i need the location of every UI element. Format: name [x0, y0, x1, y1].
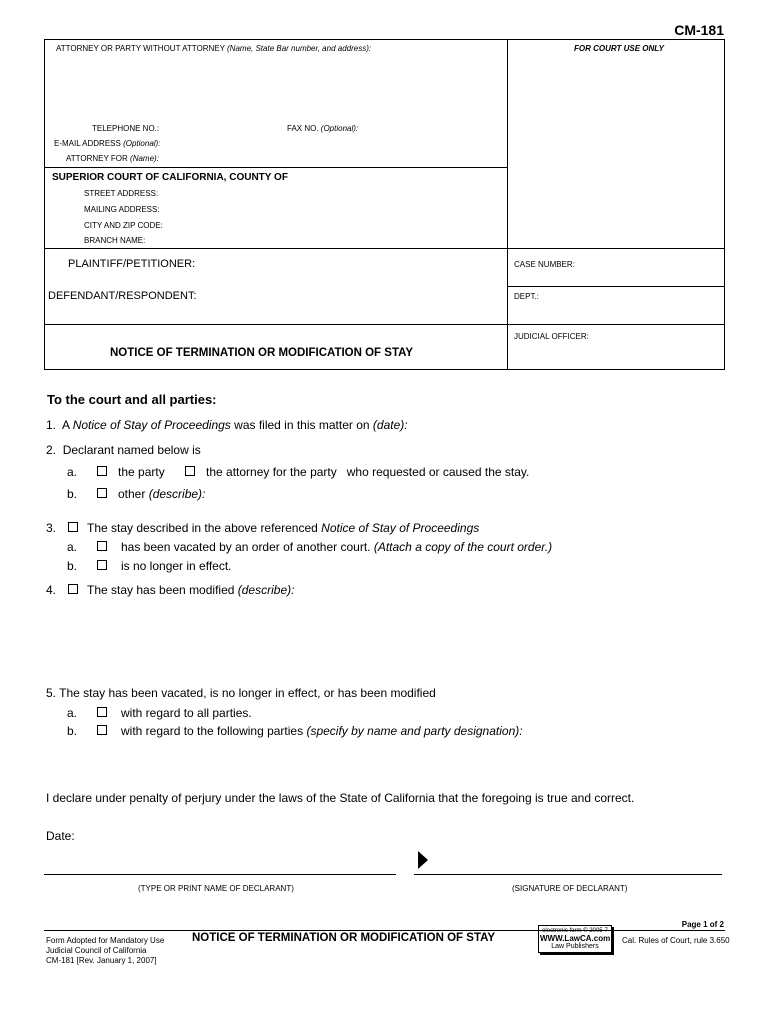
case-number-label: CASE NUMBER: [514, 260, 575, 269]
item-2b: b. [67, 487, 78, 501]
item-3a-letter: a. [67, 540, 78, 554]
item-2b-checkbox[interactable] [97, 488, 107, 498]
court-title: SUPERIOR COURT OF CALIFORNIA, COUNTY OF [52, 172, 288, 183]
plaintiff-label: PLAINTIFF/PETITIONER: [68, 258, 196, 270]
branch-name-label: BRANCH NAME: [84, 236, 146, 245]
item-3-label: The stay described in the above referenced Notice of Stay of Proceedings [87, 521, 480, 535]
item-3a-label: has been vacated by an order of another court. (Attach a copy of the court order.) [121, 540, 553, 554]
item-2a-party-label: the party [118, 465, 165, 479]
publisher-stamp-text: electronic form © 2005-7 WWW.LawCA.com Law Publishers [540, 928, 611, 950]
signature-line[interactable] [414, 874, 722, 875]
form-title: NOTICE OF TERMINATION OR MODIFICATION OF STAY [110, 347, 414, 359]
defendant-label: DEFENDANT/RESPONDENT: [48, 290, 197, 302]
item-5a-letter: a. [67, 706, 78, 720]
type-name-label: (TYPE OR PRINT NAME OF DECLARANT) [138, 884, 294, 893]
email-label: E-MAIL ADDRESS (Optional): [54, 139, 161, 148]
item-2a: a. [67, 465, 78, 479]
item-5: 5. The stay has been vacated, is no longer in effect, or has been modified [46, 686, 436, 700]
item-3-checkbox[interactable] [68, 522, 78, 532]
mailing-address-label: MAILING ADDRESS: [84, 205, 160, 214]
item-5a-checkbox[interactable] [97, 707, 107, 717]
page-number: Page 1 of 2 [681, 920, 724, 929]
item-5b-checkbox[interactable] [97, 725, 107, 735]
title-rule [44, 324, 725, 325]
attorney-for-label: ATTORNEY FOR (Name): [66, 154, 159, 163]
fax-label: FAX NO. (Optional): [287, 124, 359, 133]
rules-citation: Cal. Rules of Court, rule 3.650 [622, 936, 730, 945]
item-1: 1. A Notice of Stay of Proceedings was filed in this matter on (date): [46, 418, 408, 432]
item-3b-letter: b. [67, 559, 78, 573]
item-3a-checkbox[interactable] [97, 541, 107, 551]
signature-label: (SIGNATURE OF DECLARANT) [512, 884, 628, 893]
name-line[interactable] [44, 874, 396, 875]
date-label: Date: [46, 829, 75, 843]
footer-title: NOTICE OF TERMINATION OR MODIFICATION OF STAY [192, 932, 496, 944]
item-4-label: The stay has been modified (describe): [87, 583, 295, 597]
item-5b-label: with regard to the following parties (specify by name and party designation): [121, 724, 523, 738]
court-rule [44, 167, 507, 168]
item-4-checkbox[interactable] [68, 584, 78, 594]
item-2a-attorney-checkbox[interactable] [185, 466, 195, 476]
item-5a-label: with regard to all parties. [121, 706, 252, 720]
judicial-officer-label: JUDICIAL OFFICER: [514, 332, 589, 341]
item-2: 2. Declarant named below is [46, 443, 201, 457]
item-3b-label: is no longer in effect. [121, 559, 232, 573]
dept-label: DEPT.: [514, 292, 539, 301]
court-use-label: FOR COURT USE ONLY [574, 44, 664, 53]
street-address-label: STREET ADDRESS: [84, 189, 159, 198]
item-2a-party-checkbox[interactable] [97, 466, 107, 476]
item-2a-attorney-label: the attorney for the party who requested or caused the stay. [206, 465, 530, 479]
item-2b-label: other (describe): [118, 487, 206, 501]
telephone-label: TELEPHONE NO.: [92, 124, 160, 133]
caption-divider [507, 39, 508, 370]
item-4-num: 4. [46, 583, 57, 597]
item-5b-letter: b. [67, 724, 78, 738]
item-3-num: 3. [46, 521, 57, 535]
attorney-label: ATTORNEY OR PARTY WITHOUT ATTORNEY (Name, State Bar number, and address): [56, 44, 372, 53]
signature-arrow-icon [418, 851, 428, 869]
greeting: To the court and all parties: [47, 392, 217, 407]
parties-rule [44, 248, 725, 249]
declaration: I declare under penalty of perjury under the laws of the State of California that the foregoing is true and correct. [46, 791, 635, 805]
item-3b-checkbox[interactable] [97, 560, 107, 570]
form-id: CM-181 [674, 22, 724, 38]
footer-rule [44, 930, 725, 931]
city-zip-label: CITY AND ZIP CODE: [84, 221, 163, 230]
adoption-info: Form Adopted for Mandatory Use Judicial Council of California CM-181 [Rev. January 1, 2007] [46, 936, 165, 965]
case-rule [507, 286, 725, 287]
